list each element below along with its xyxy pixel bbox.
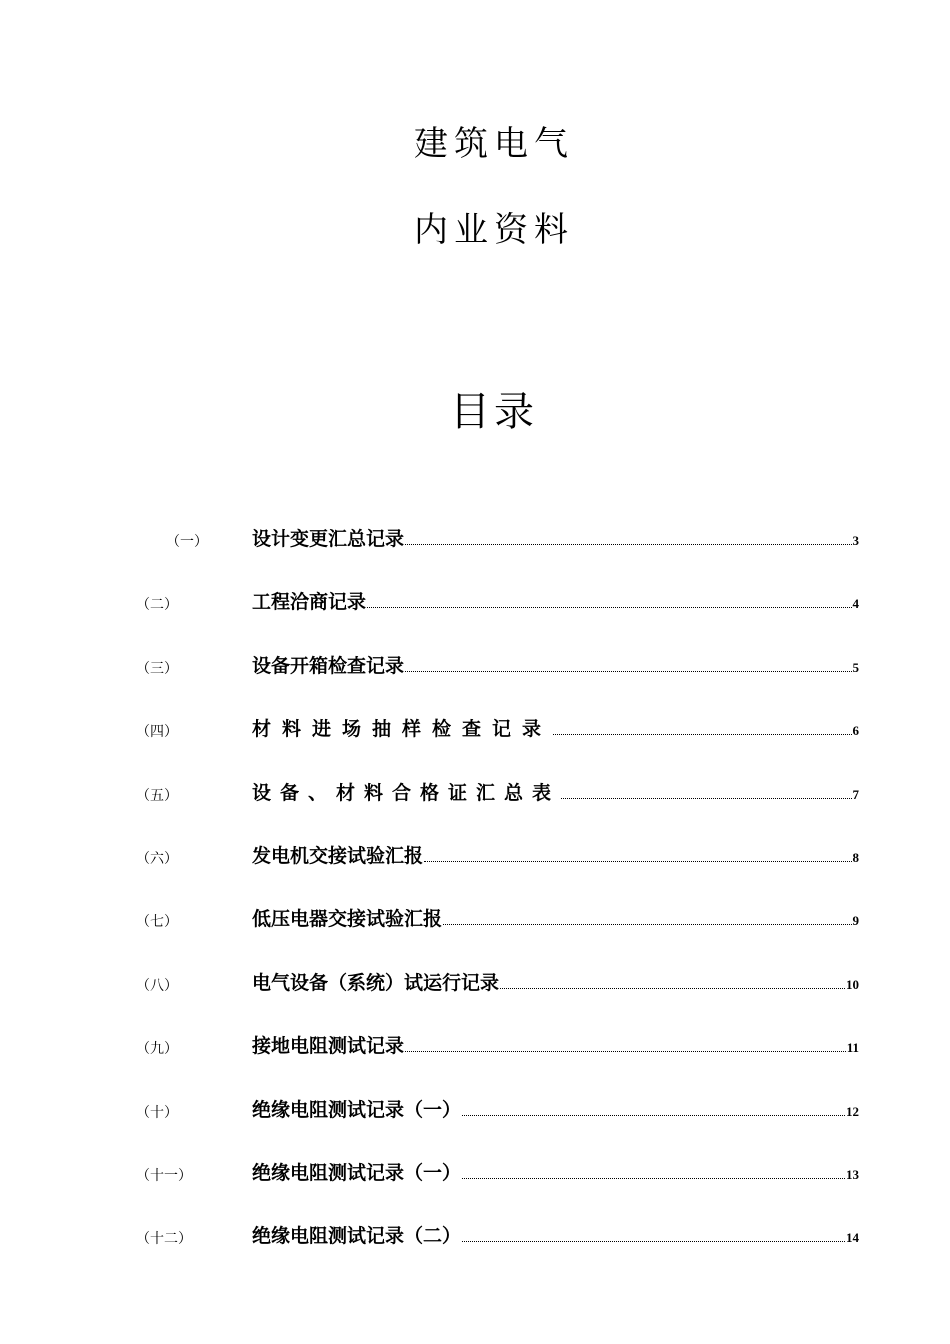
toc-entry-label: 设备开箱检查记录 bbox=[252, 654, 405, 677]
toc-leader-dots bbox=[405, 670, 851, 672]
toc-entry-line bbox=[252, 1223, 859, 1249]
toc-entry-label: 工程洽商记录 bbox=[252, 591, 367, 614]
toc-entry-page-number: 8 bbox=[852, 850, 859, 865]
document-title-line-1: 建筑电气 bbox=[414, 124, 574, 164]
toc-entry-page-number: 4 bbox=[852, 596, 859, 612]
toc-entry-page-number: 10 bbox=[846, 976, 859, 992]
toc-entry-label: 设备、材料合格证汇总表 bbox=[252, 781, 561, 804]
toc-heading: 目录 bbox=[450, 389, 538, 435]
toc-leader-dots bbox=[462, 1177, 845, 1179]
toc-leader-dots bbox=[405, 543, 851, 545]
toc-entry-number: （七） bbox=[136, 915, 178, 931]
toc-entry-page-number: 11 bbox=[846, 1040, 859, 1056]
toc-entry-number: （六） bbox=[136, 852, 178, 867]
toc-entry-line bbox=[252, 970, 859, 996]
toc-entry-page-number: 13 bbox=[846, 1167, 859, 1182]
toc-entry-label: 发电机交接试验汇报 bbox=[252, 845, 424, 867]
toc-entry[interactable] bbox=[0, 837, 950, 877]
toc-entry[interactable] bbox=[0, 1217, 950, 1257]
toc-leader-dots bbox=[462, 1114, 845, 1116]
toc-entry-label: 电气设备（系统）试运行记录 bbox=[252, 971, 500, 994]
toc-entry[interactable] bbox=[0, 520, 950, 560]
toc-entry-number: （四） bbox=[136, 725, 178, 741]
toc-entry-label: 低压电器交接试验汇报 bbox=[252, 908, 443, 931]
toc-entry-line bbox=[252, 526, 859, 552]
toc-leader-dots bbox=[462, 1240, 845, 1242]
toc-entry-page-number: 9 bbox=[852, 913, 859, 929]
toc-leader-dots bbox=[367, 606, 851, 608]
toc-leader-dots bbox=[405, 1050, 846, 1052]
toc-entry-label: 设计变更汇总记录 bbox=[252, 528, 405, 550]
toc-entry-line bbox=[252, 589, 859, 615]
toc-entry-line bbox=[252, 716, 859, 742]
toc-entry-number: （一） bbox=[166, 535, 208, 550]
toc-entry-label: 绝缘电阻测试记录（一） bbox=[252, 1162, 462, 1184]
toc-entry-line bbox=[252, 906, 859, 932]
toc-entry-label: 接地电阻测试记录 bbox=[252, 1035, 405, 1058]
toc-entry[interactable] bbox=[0, 1154, 950, 1194]
toc-entry-number: （九） bbox=[136, 1042, 178, 1058]
toc-entry[interactable] bbox=[0, 710, 950, 750]
toc-entry-number: （十一） bbox=[136, 1169, 192, 1184]
toc-entry-line bbox=[252, 843, 859, 869]
toc-entry-line bbox=[252, 1033, 859, 1059]
toc-entry-page-number: 7 bbox=[852, 786, 859, 802]
toc-entry-label: 绝缘电阻测试记录（一） bbox=[252, 1098, 462, 1121]
toc-entry-line bbox=[252, 780, 859, 806]
toc-leader-dots bbox=[443, 923, 851, 925]
toc-entry[interactable] bbox=[0, 900, 950, 940]
toc-entry[interactable] bbox=[0, 964, 950, 1004]
toc-entry-page-number: 6 bbox=[852, 723, 859, 739]
toc-entry[interactable] bbox=[0, 647, 950, 687]
toc-entry-page-number: 3 bbox=[852, 533, 859, 548]
toc-leader-dots bbox=[424, 860, 851, 862]
toc-entry[interactable] bbox=[0, 774, 950, 814]
toc-entry-line bbox=[252, 1160, 859, 1186]
toc-entry-number: （五） bbox=[136, 788, 178, 804]
toc-entry-label: 绝缘电阻测试记录（二） bbox=[252, 1225, 462, 1248]
toc-entry-line bbox=[252, 1097, 859, 1123]
toc-entry-number: （二） bbox=[136, 598, 178, 614]
toc-entry[interactable] bbox=[0, 1027, 950, 1067]
toc-entry-number: （八） bbox=[136, 978, 178, 994]
toc-entry-number: （十二） bbox=[136, 1232, 192, 1248]
toc-entry-label: 材料进场抽样检查记录 bbox=[252, 718, 553, 741]
toc-entry-number: （三） bbox=[136, 661, 178, 677]
toc-entry-line bbox=[252, 653, 859, 679]
toc-entry-page-number: 5 bbox=[852, 659, 859, 675]
toc-entry-page-number: 12 bbox=[846, 1103, 859, 1119]
toc-entry[interactable] bbox=[0, 583, 950, 623]
toc-leader-dots bbox=[553, 733, 851, 735]
document-title-line-2: 内业资料 bbox=[414, 210, 574, 250]
toc-entry-page-number: 14 bbox=[846, 1230, 859, 1246]
toc-entry-number: （十） bbox=[136, 1105, 178, 1121]
toc-entry[interactable] bbox=[0, 1091, 950, 1131]
toc-leader-dots bbox=[500, 987, 845, 989]
toc-leader-dots bbox=[561, 797, 851, 799]
